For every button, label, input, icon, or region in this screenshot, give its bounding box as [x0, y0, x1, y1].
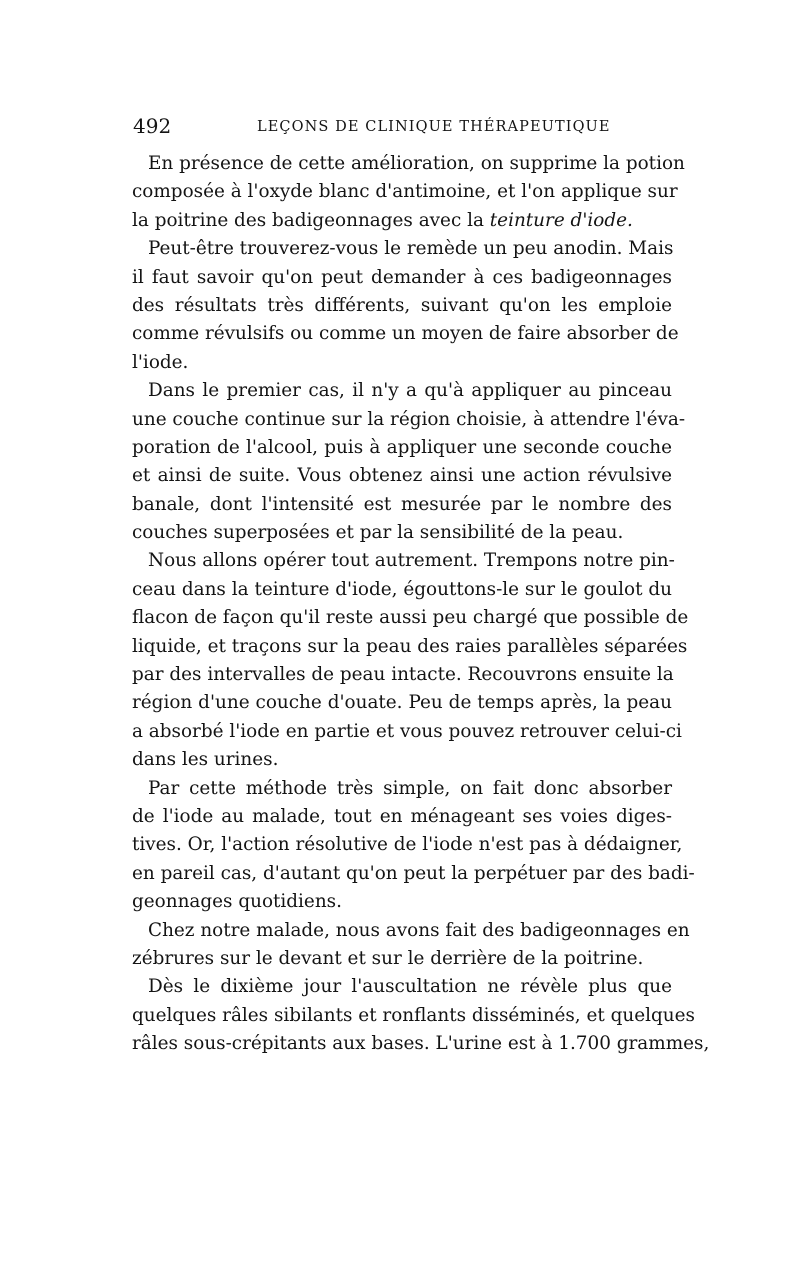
text-line: [132, 406, 686, 434]
running-head: [133, 112, 674, 140]
text-line-content: la poitrine des badigeonnages avec la: [132, 209, 490, 231]
text-line-content: une couche continue sur la région choisie, à attendre l'éva-: [132, 408, 686, 430]
text-line: [132, 235, 672, 263]
text-line: [132, 945, 672, 973]
text-line: [132, 434, 672, 462]
text-line-content: zébrures sur le devant et sur le derrière de la poitrine.: [132, 947, 644, 969]
text-line-content: par des intervalles de peau intacte. Recouvrons ensuite la: [132, 664, 674, 686]
text-line: [132, 831, 683, 859]
text-line-content: comme révulsifs ou comme un moyen de faire absorber de: [132, 323, 679, 345]
text-line-content: de l'iode au malade, tout en ménageant ses voies diges-: [132, 805, 672, 827]
text-line: [132, 264, 672, 292]
text-line-content: banale, dont l'intensité est mesurée par le nombre des: [132, 493, 672, 515]
text-line: [132, 775, 672, 803]
body-text: [132, 150, 710, 1059]
text-line: [132, 150, 685, 178]
text-line-content: geonnages quotidiens.: [132, 891, 342, 913]
text-line-content: liquide, et traçons sur la peau des raies parallèles séparées: [132, 635, 688, 657]
text-line: [132, 519, 672, 547]
text-line: [132, 718, 682, 746]
text-line: [132, 973, 672, 1001]
text-line-content: dans les urines.: [132, 749, 279, 771]
text-line: [132, 803, 672, 831]
text-line: [132, 462, 672, 490]
text-line: [132, 547, 675, 575]
text-line: [132, 860, 695, 888]
text-line-content: région d'une couche d'ouate. Peu de temps après, la peau: [132, 692, 672, 714]
text-line-content: et ainsi de suite. Vous obtenez ainsi une action révulsive: [132, 465, 672, 487]
text-line-content: l'iode.: [132, 351, 189, 373]
text-line-content: tives. Or, l'action résolutive de l'iode n'est pas à dédaigner,: [132, 834, 683, 856]
text-line-content: des résultats très différents, suivant qu'on les emploie: [132, 294, 672, 316]
text-line-content: Peut-être trouverez-vous le remède un peu anodin. Mais: [148, 238, 674, 260]
page-number: 492: [133, 114, 172, 138]
text-line: [132, 917, 690, 945]
text-line: [132, 292, 672, 320]
text-line: [132, 491, 672, 519]
text-line-content: ceau dans la teinture d'iode, égouttons-le sur le goulot du: [132, 578, 672, 600]
text-line-content: il faut savoir qu'on peut demander à ces badigeonnages: [132, 266, 672, 288]
text-line-content: en pareil cas, d'autant qu'on peut la perpétuer par des badi-: [132, 862, 695, 884]
text-line: [132, 207, 672, 235]
text-line: [132, 349, 672, 377]
text-line: [132, 1030, 710, 1058]
text-line: [132, 377, 672, 405]
text-line: [132, 178, 678, 206]
running-title: LEÇONS DE CLINIQUE THÉRAPEUTIQUE: [257, 119, 611, 135]
text-line: [132, 888, 672, 916]
text-line: [132, 1002, 695, 1030]
text-line: [132, 689, 672, 717]
text-line-content: Dès le dixième jour l'auscultation ne révèle plus que: [148, 976, 672, 998]
text-line: [132, 746, 672, 774]
text-line: [132, 604, 689, 632]
text-line-content: En présence de cette amélioration, on supprime la potion: [148, 153, 685, 174]
text-line-content: a absorbé l'iode en partie et vous pouvez retrouver celui-ci: [132, 720, 682, 742]
text-line: [132, 661, 672, 689]
text-line-content: Nous allons opérer tout autrement. Trempons notre pin-: [148, 550, 675, 572]
text-line-content: poration de l'alcool, puis à appliquer une seconde couche: [132, 436, 672, 458]
text-line-content: Dans le premier cas, il n'y a qu'à appliquer au pinceau: [148, 380, 672, 402]
text-line-content: composée à l'oxyde blanc d'antimoine, et l'on applique sur: [132, 181, 678, 203]
text-line: [132, 320, 679, 348]
text-line-content: quelques râles sibilants et ronflants disséminés, et quelques: [132, 1004, 695, 1026]
text-line-content: Chez notre malade, nous avons fait des badigeonnages en: [148, 919, 690, 941]
text-line: [132, 576, 672, 604]
text-line-content: couches superposées et par la sensibilité de la peau.: [132, 522, 624, 544]
text-line-content: râles sous-crépitants aux bases. L'urine est à 1.700 grammes,: [132, 1033, 710, 1055]
italic-phrase: teinture d'iode.: [489, 209, 633, 231]
text-line-content: flacon de façon qu'il reste aussi peu chargé que possible de: [132, 607, 689, 629]
text-line: [132, 633, 688, 661]
text-line-content: Par cette méthode très simple, on fait donc absorber: [148, 777, 672, 799]
